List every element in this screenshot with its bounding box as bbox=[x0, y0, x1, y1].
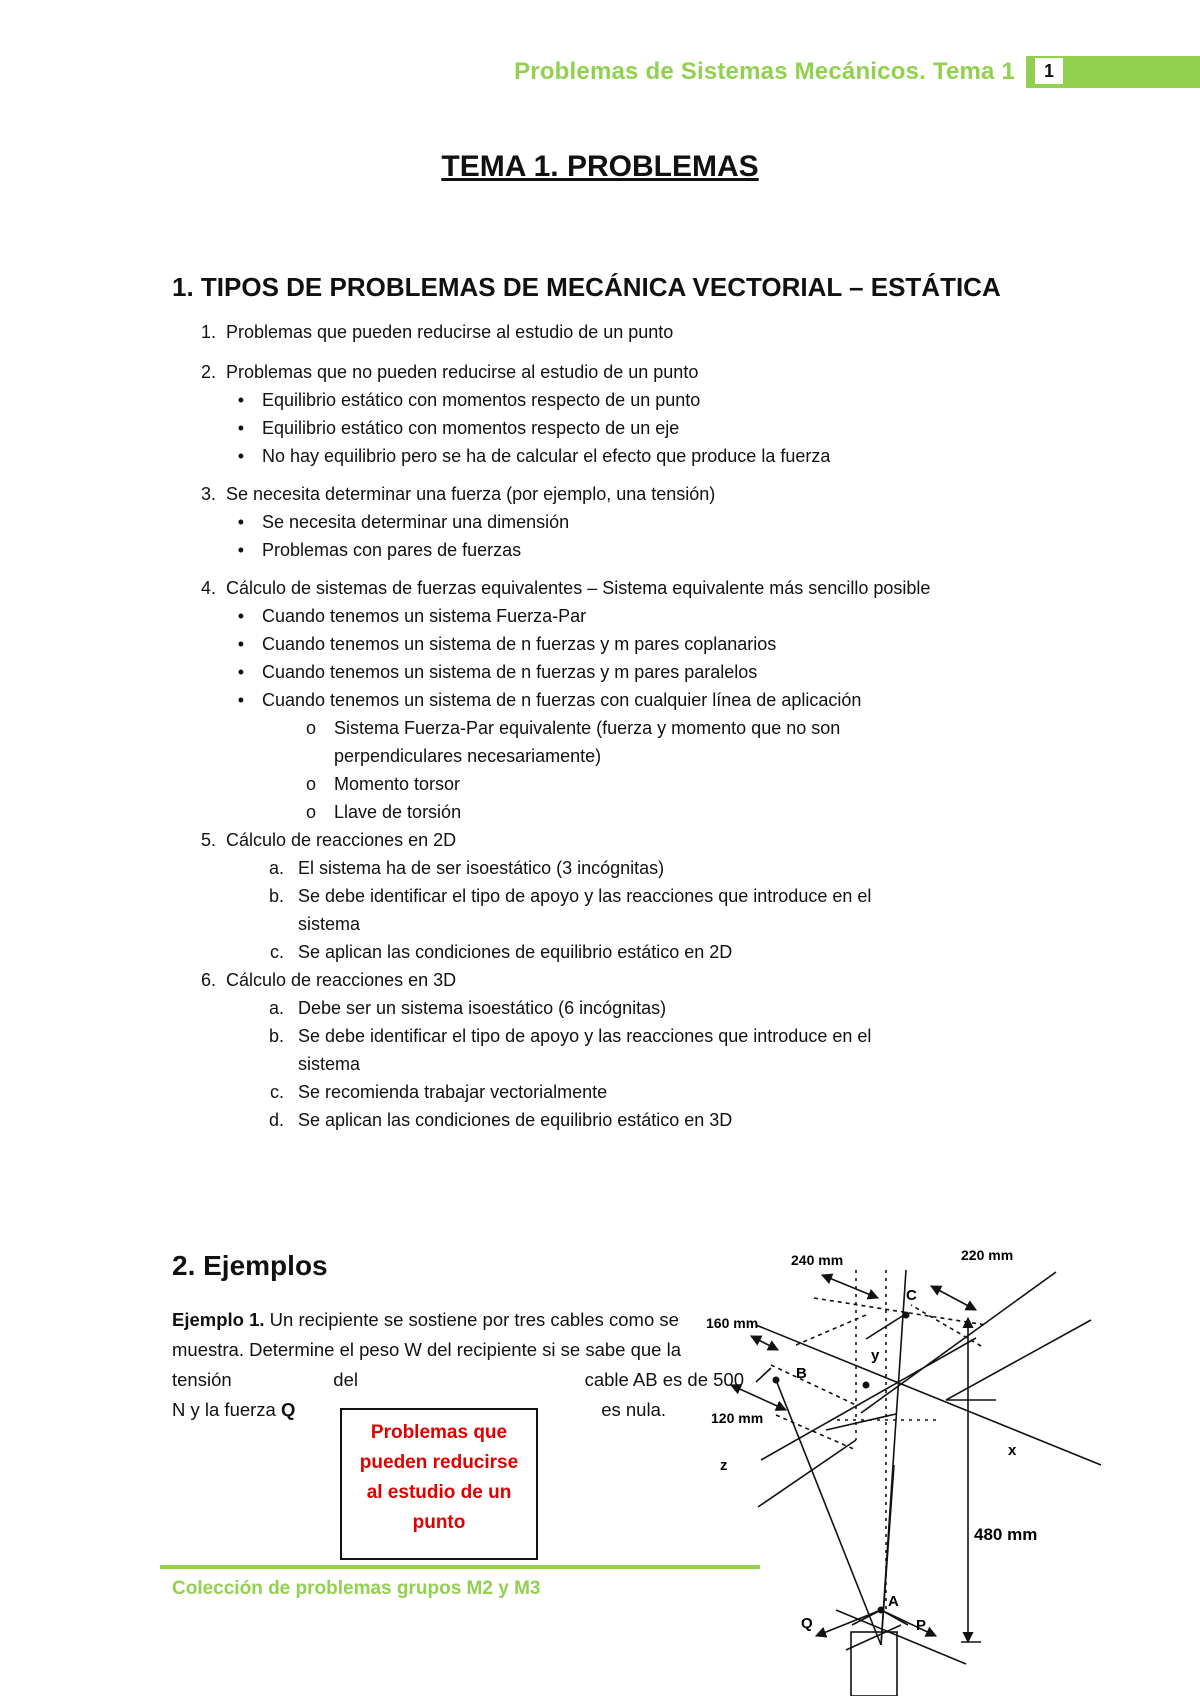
cable-diagram bbox=[706, 1247, 1150, 1696]
example-1-text bbox=[172, 1305, 744, 1425]
axis-z-line bbox=[758, 1440, 856, 1507]
cable-ab bbox=[776, 1380, 881, 1645]
footer-text: Colección de problemas grupos M2 y M3 bbox=[172, 1578, 541, 1599]
axis-x-line bbox=[756, 1325, 1101, 1465]
dim-240-label: 240 mm bbox=[791, 1252, 844, 1268]
callout-box: Problemas que pueden reducirse al estudio de un punto bbox=[340, 1408, 538, 1560]
label-q: Q bbox=[801, 1615, 813, 1632]
label-p: P bbox=[916, 1617, 927, 1634]
example-line-4: N y la fuerza Q es nula. bbox=[172, 1399, 666, 1420]
section-heading-tipos: 1. TIPOS DE PROBLEMAS DE MECÁNICA VECTORIAL – ESTÁTICA bbox=[172, 272, 1001, 302]
force-p-line bbox=[836, 1610, 966, 1664]
label-c: C bbox=[906, 1287, 917, 1304]
point-a bbox=[878, 1607, 885, 1614]
document-title: TEMA 1. PROBLEMAS bbox=[441, 150, 759, 183]
point-c bbox=[903, 1312, 910, 1319]
dim-240-line bbox=[822, 1275, 878, 1298]
cable-c-top bbox=[866, 1315, 904, 1339]
dim-120-label: 120 mm bbox=[711, 1410, 764, 1426]
dim-160-line bbox=[751, 1336, 778, 1350]
example-line-2: muestra. Determine el peso W del recipiente si se sabe que la bbox=[172, 1339, 682, 1360]
cable-ad bbox=[881, 1465, 894, 1645]
dim-220-line bbox=[931, 1286, 976, 1310]
dim-480-label: 480 mm bbox=[974, 1525, 1038, 1544]
force-q-line bbox=[846, 1625, 901, 1650]
ceiling-line-mid bbox=[761, 1338, 976, 1460]
page-number-box bbox=[1026, 56, 1200, 88]
label-b: B bbox=[796, 1365, 807, 1382]
dim-guide-3 bbox=[911, 1305, 981, 1346]
page-number: 1 bbox=[1035, 58, 1063, 84]
example-label: Ejemplo 1. bbox=[172, 1309, 265, 1330]
point-b bbox=[773, 1377, 780, 1384]
label-y: y bbox=[871, 1347, 880, 1364]
dim-160-tick bbox=[756, 1368, 771, 1382]
label-z: z bbox=[720, 1457, 728, 1474]
dim-220-label: 220 mm bbox=[961, 1247, 1014, 1263]
container bbox=[851, 1632, 897, 1696]
point-d bbox=[863, 1382, 870, 1389]
header-title: Problemas de Sistemas Mecánicos. Tema 1 bbox=[514, 58, 1015, 85]
label-x: x bbox=[1008, 1442, 1017, 1459]
example-line-3: tensión del cable AB es de 500 bbox=[172, 1369, 744, 1390]
label-a: A bbox=[888, 1593, 899, 1610]
footer-divider bbox=[160, 1565, 760, 1569]
ceiling-line-top bbox=[861, 1272, 1056, 1413]
example-line-1: Ejemplo 1. Un recipiente se sostiene por tres cables como se bbox=[172, 1309, 679, 1330]
section-heading-ejemplos: 2. Ejemplos bbox=[172, 1250, 328, 1281]
dim-160-label: 160 mm bbox=[706, 1315, 759, 1331]
